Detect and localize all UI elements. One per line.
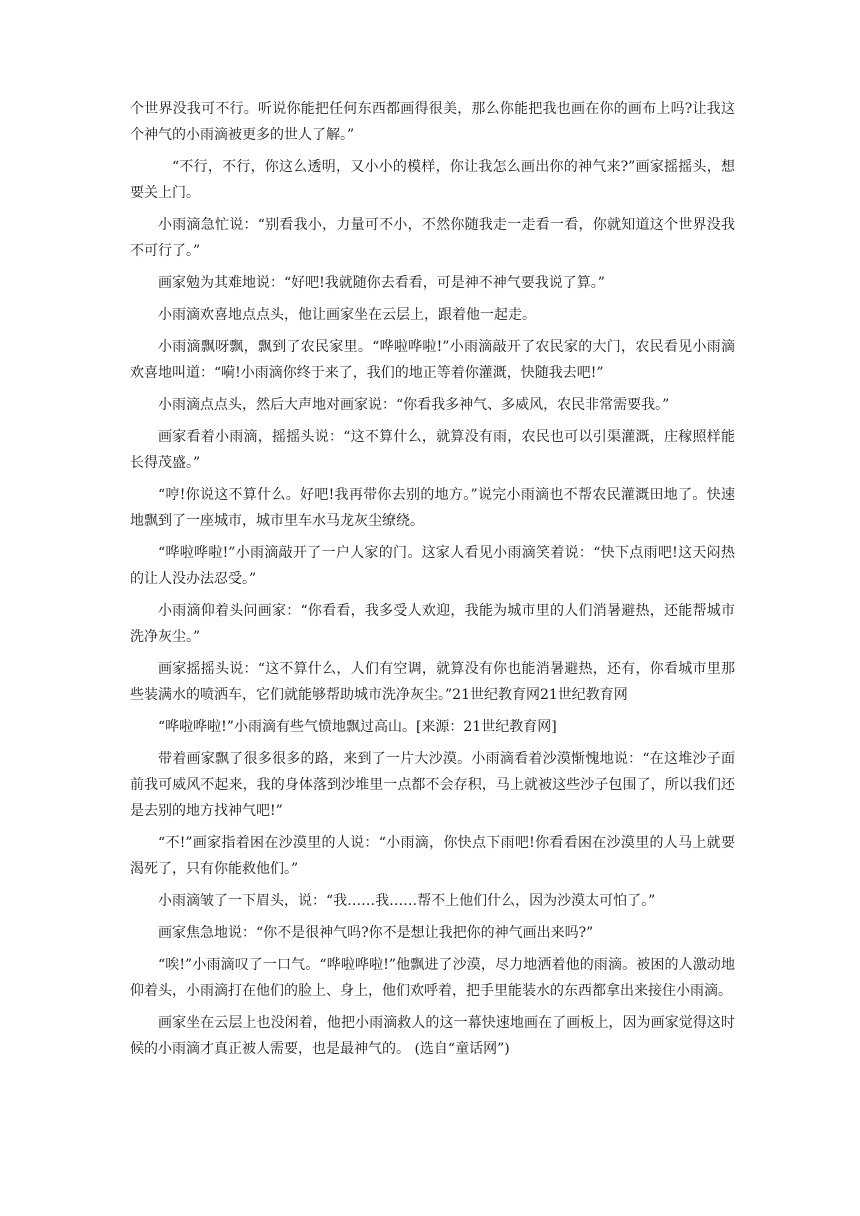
paragraph-6: 小雨滴飘呀飘，飘到了农民家里。“哗啦哗啦!”小雨滴敲开了农民家的大门，农民看见小雨滴欢喜地叫道：“嗬!小雨滴你终于来了，我们的地正等着你灌溉，快随我去吧!” xyxy=(130,339,735,381)
paragraph-12: 画家摇摇头说：“这不算什么，人们有空调，就算没有你也能消暑避热，还有，你看城市里那些装满水的喷洒车，它们就能够帮助城市洗净灰尘。”21世纪教育网21世纪教育网 xyxy=(130,661,735,703)
paragraph-1: 个世界没我可不行。听说你能把任何东西都画得很美，那么你能把我也画在你的画布上吗?让我这个神气的小雨滴被更多的世人了解。” xyxy=(130,101,735,143)
paragraph-19: 画家坐在云层上也没闲着，他把小雨滴救人的这一幕快速地画在了画板上，因为画家觉得这时候的小雨滴才真正被人需要，也是最神气的。 (选自“童话网”) xyxy=(130,1015,735,1057)
paragraph-11: 小雨滴仰着头问画家：“你看看，我多受人欢迎，我能为城市里的人们消暑避热，还能帮城市洗净灰尘。” xyxy=(130,603,735,645)
paragraph-10: “哗啦哗啦!”小雨滴敲开了一户人家的门。这家人看见小雨滴笑着说：“快下点雨吧!这天闷热的让人没办法忍受。” xyxy=(130,545,735,587)
paragraph-15: “不!”画家指着困在沙漠里的人说：“小雨滴，你快点下雨吧!你看看困在沙漠里的人马上就要渴死了，只有你能救他们。” xyxy=(130,835,735,877)
paragraph-16: 小雨滴皱了一下眉头，说：“我……我……帮不上他们什么，因为沙漠太可怕了。” xyxy=(158,893,656,909)
paragraph-4: 画家勉为其难地说：“好吧!我就随你去看看，可是神不神气要我说了算。” xyxy=(158,275,605,291)
paragraph-8: 画家看着小雨滴，摇摇头说：“这不算什么，就算没有雨，农民也可以引渠灌溉，庄稼照样能长得茂盛。” xyxy=(130,429,735,471)
paragraph-7: 小雨滴点点头，然后大声地对画家说：“你看我多神气、多威风，农民非常需要我。” xyxy=(158,397,670,413)
paragraph-3: 小雨滴急忙说：“别看我小，力量可不小，不然你随我走一走看一看，你就知道这个世界没我不可行了。” xyxy=(130,217,735,259)
paragraph-13: “哗啦哗啦!”小雨滴有些气愤地飘过高山。[来源：21世纪教育网] xyxy=(158,719,557,735)
paragraph-5: 小雨滴欢喜地点点头，他让画家坐在云层上，跟着他一起走。 xyxy=(158,307,536,323)
paragraph-9: “哼!你说这不算什么。好吧!我再带你去别的地方。”说完小雨滴也不帮农民灌溉田地了。快速地飘到了一座城市，城市里车水马龙灰尘缭绕。 xyxy=(130,487,735,529)
paragraph-18: “唉!”小雨滴叹了一口气。“哗啦哗啦!”他飘进了沙漠，尽力地洒着他的雨滴。被困的人激动地仰着头，小雨滴打在他们的脸上、身上，他们欢呼着，把手里能装水的东西都拿出来接住小雨滴。 xyxy=(130,957,735,999)
paragraph-14: 带着画家飘了很多很多的路，来到了一片大沙漠。小雨滴看着沙漠惭愧地说：“在这堆沙子面前我可威风不起来，我的身体落到沙堆里一点都不会存积，马上就被这些沙子包围了，所以我们还是去别的地方找神气吧!” xyxy=(130,751,735,819)
document-page xyxy=(130,96,735,1068)
paragraph-2: “不行，不行，你这么透明，又小小的模样，你让我怎么画出你的神气来?”画家摇摇头，想要关上门。 xyxy=(130,159,735,201)
paragraph-17: 画家焦急地说：“你不是很神气吗?你不是想让我把你的神气画出来吗?” xyxy=(158,925,594,941)
